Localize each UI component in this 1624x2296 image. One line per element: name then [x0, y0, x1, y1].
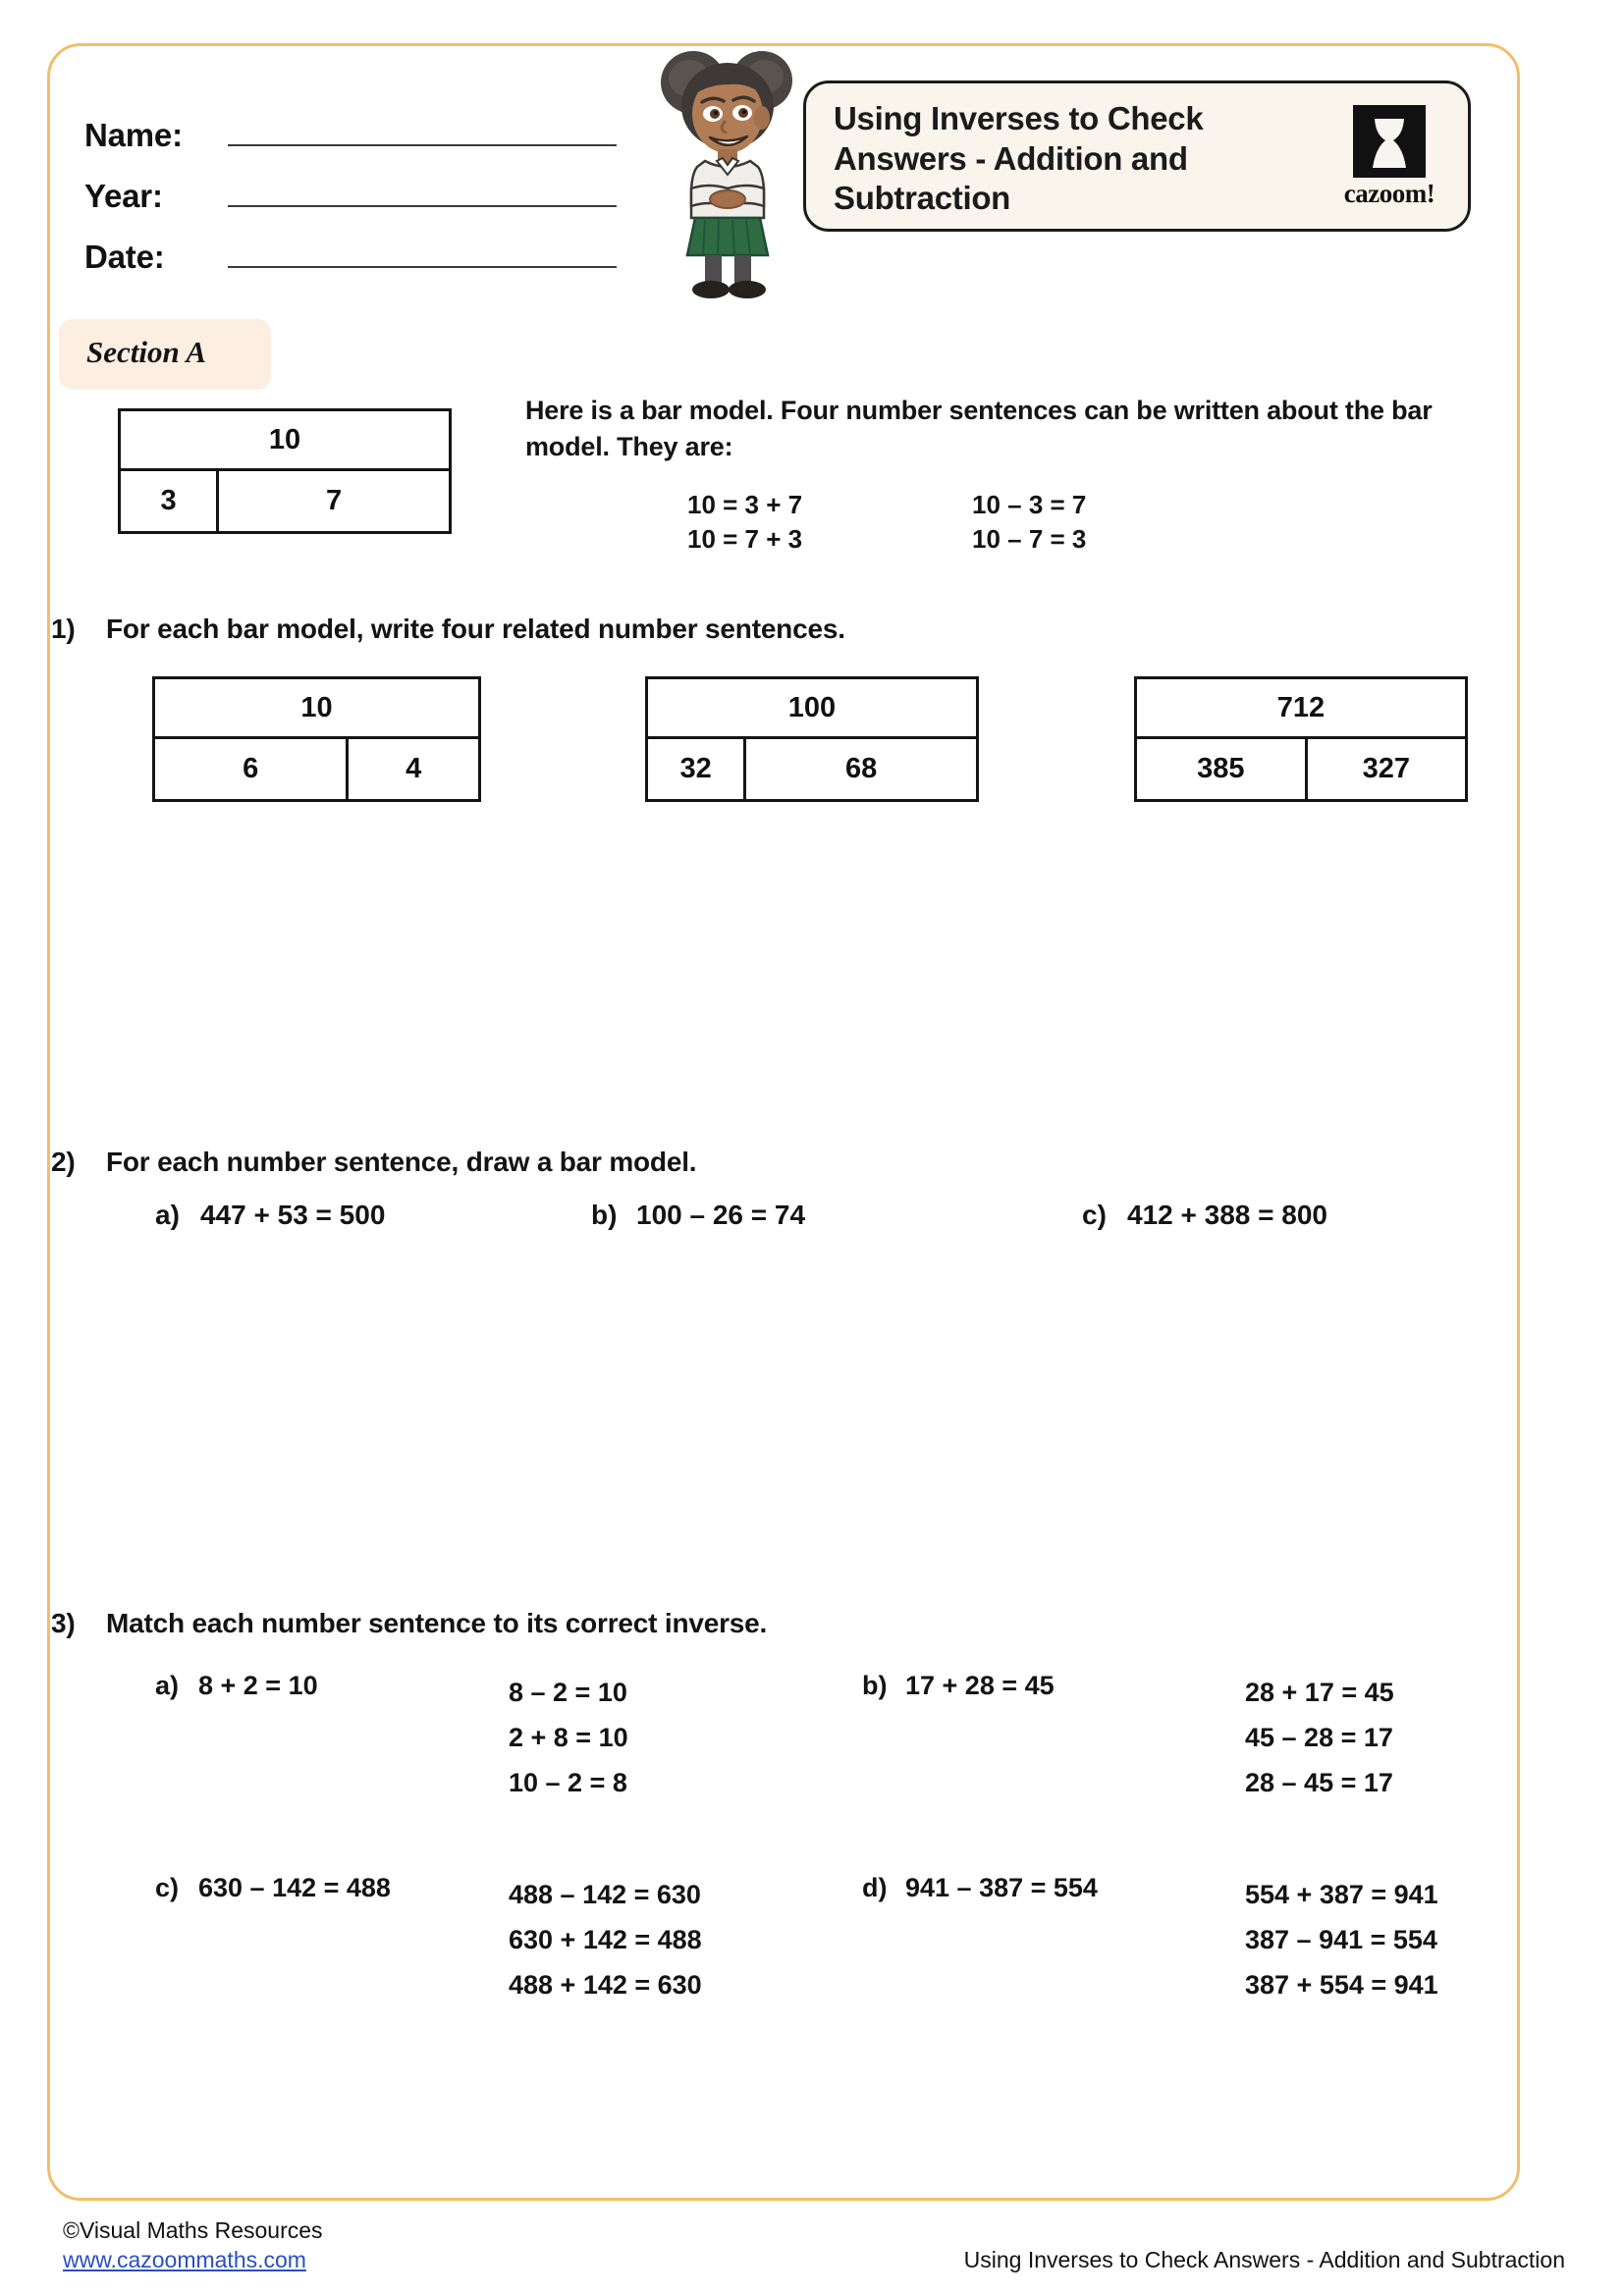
year-label: Year: [84, 178, 163, 215]
year-field-row [84, 153, 634, 214]
q3-a-option[interactable]: 8 – 2 = 10 [509, 1678, 627, 1707]
q3-c-option[interactable]: 488 + 142 = 630 [509, 1969, 702, 2000]
q1-bar-model-3 [1134, 676, 1468, 802]
q1-bar-1-right-cell [349, 739, 478, 799]
q1-bar-1-left-cell [155, 739, 349, 799]
q1-bar-2-left-cell [648, 739, 746, 799]
q3-d-letter: d) [862, 1873, 888, 1902]
name-label: Name: [84, 117, 183, 154]
q1-bar-3-parts [1137, 739, 1465, 799]
name-field-row [84, 92, 634, 153]
section-a-header [59, 319, 271, 390]
example-equation-row [687, 488, 1375, 522]
question-1-title: For each bar model, write four related number sentences. [106, 614, 845, 644]
q2-part-a-sentence: 447 + 53 = 500 [200, 1200, 386, 1230]
q3-b-option[interactable]: 28 + 17 = 45 [1245, 1678, 1394, 1707]
question-3 [0, 1608, 1473, 1639]
q3-b-letter: b) [862, 1671, 888, 1700]
question-1-number: 1) [51, 614, 76, 644]
q2-part-b-letter: b) [591, 1200, 618, 1230]
q3-a-options [509, 1671, 628, 1806]
q3-d-option[interactable]: 387 – 941 = 554 [1245, 1924, 1437, 1954]
example-bar-total: 10 [268, 423, 301, 455]
cazoom-logo-mark-icon [1353, 105, 1426, 178]
example-description: Here is a bar model. Four number sentences can be written about the bar model. They are: [525, 396, 1433, 461]
q3-b-sentence: 17 + 28 = 45 [905, 1671, 1055, 1700]
q1-bar-3-right: 327 [1362, 753, 1411, 784]
q1-bar-2-total-cell [648, 679, 976, 739]
q3-c-prompt [155, 1873, 391, 1903]
question-3-heading [0, 1608, 1473, 1639]
q1-bar-3-total: 712 [1276, 691, 1326, 723]
question-2-part-b [591, 1200, 805, 1231]
example-bar-left: 3 [160, 485, 177, 516]
q1-bar-1-left: 6 [243, 753, 259, 784]
q2-part-a-letter: a) [155, 1200, 180, 1230]
year-write-line[interactable] [228, 205, 617, 207]
q3-c-letter: c) [155, 1873, 180, 1902]
q3-c-option[interactable]: 488 – 142 = 630 [509, 1880, 701, 1909]
q3-b-options [1245, 1671, 1394, 1806]
q3-d-options [1245, 1873, 1438, 2008]
footer-row [63, 2247, 1565, 2273]
q1-bar-2-parts [648, 739, 976, 799]
cazoom-logo [1334, 105, 1444, 209]
q3-a-sentence: 8 + 2 = 10 [198, 1671, 318, 1700]
question-2-title: For each number sentence, draw a bar model. [106, 1147, 697, 1177]
q3-c-options [509, 1873, 702, 2008]
q1-bar-3-right-cell [1308, 739, 1465, 799]
example-equation-row [687, 522, 1375, 557]
date-write-line[interactable] [228, 266, 617, 268]
name-write-line[interactable] [228, 144, 617, 146]
q3-d-sentence: 941 – 387 = 554 [905, 1873, 1098, 1902]
cazoom-logo-wordmark: cazoom! [1343, 179, 1435, 208]
q1-bar-3-left: 385 [1197, 753, 1245, 784]
q3-c-option[interactable]: 630 + 142 = 488 [509, 1924, 702, 1954]
example-bar-total-cell [121, 411, 449, 471]
q1-bar-1-total-cell [155, 679, 478, 739]
example-bar-right-cell [219, 471, 449, 531]
q1-bar-1-right: 4 [406, 753, 422, 784]
q3-d-prompt [862, 1873, 1098, 1903]
date-field-row [84, 214, 634, 275]
question-2-number: 2) [51, 1147, 76, 1177]
q1-bar-model-1 [152, 676, 481, 802]
q1-bar-2-right: 68 [844, 753, 878, 784]
q3-a-prompt [155, 1671, 318, 1701]
q3-b-option[interactable]: 28 – 45 = 17 [1245, 1767, 1393, 1797]
q3-b-prompt [862, 1671, 1055, 1701]
q3-d-option[interactable]: 387 + 554 = 941 [1245, 1969, 1438, 2000]
example-bar-left-cell [121, 471, 219, 531]
q3-b-option[interactable]: 45 – 28 = 17 [1245, 1722, 1393, 1752]
question-2-heading [0, 1147, 1473, 1178]
question-2-part-c [1082, 1200, 1327, 1231]
question-1 [0, 614, 1473, 645]
worksheet-header [47, 43, 1520, 298]
example-equation: 10 – 7 = 3 [972, 523, 1087, 554]
q1-bar-2-right-cell [746, 739, 976, 799]
example-bar-parts [121, 471, 449, 531]
q1-bar-1-parts [155, 739, 478, 799]
q1-bar-2-left: 32 [679, 753, 712, 784]
student-mascot-illustration [648, 45, 805, 300]
q3-a-option[interactable]: 2 + 8 = 10 [509, 1722, 628, 1752]
example-equation: 10 – 3 = 7 [972, 490, 1087, 519]
example-equation: 10 = 7 + 3 [687, 523, 803, 554]
q1-bar-3-total-cell [1137, 679, 1465, 739]
question-2-part-a [155, 1200, 385, 1231]
q1-bar-1-total: 10 [300, 691, 333, 723]
q3-a-letter: a) [155, 1671, 180, 1700]
example-equation: 10 = 3 + 7 [687, 490, 803, 519]
worksheet-title-card [803, 80, 1471, 232]
page-title: Using Inverses to Check Answers - Addition and Subtraction [834, 100, 1204, 217]
question-3-number: 3) [51, 1608, 76, 1638]
q3-d-option[interactable]: 554 + 387 = 941 [1245, 1880, 1438, 1909]
q3-c-sentence: 630 – 142 = 488 [198, 1873, 391, 1902]
q1-bar-model-2 [645, 676, 979, 802]
footer-website-link[interactable]: www.cazoommaths.com [63, 2246, 306, 2272]
q1-bar-2-total: 100 [787, 691, 837, 723]
section-a-label: Section A [86, 335, 207, 369]
q2-part-b-sentence: 100 – 26 = 74 [636, 1200, 806, 1230]
question-3-title: Match each number sentence to its correct inverse. [106, 1608, 768, 1638]
student-info-block [84, 92, 634, 275]
question-2 [0, 1147, 1473, 1178]
page-footer [63, 2215, 1565, 2273]
example-equations [687, 488, 1375, 556]
q3-a-option[interactable]: 10 – 2 = 8 [509, 1767, 627, 1797]
example-bar-model [118, 408, 452, 534]
question-1-heading [0, 614, 1473, 645]
footer-copyright: ©Visual Maths Resources [63, 2217, 323, 2243]
example-bar-right: 7 [326, 485, 343, 516]
q2-part-c-sentence: 412 + 388 = 800 [1127, 1200, 1327, 1230]
q2-part-c-letter: c) [1082, 1200, 1107, 1230]
q1-bar-3-left-cell [1137, 739, 1308, 799]
date-label: Date: [84, 239, 165, 276]
footer-worksheet-title: Using Inverses to Check Answers - Addition and Subtraction [963, 2246, 1565, 2272]
